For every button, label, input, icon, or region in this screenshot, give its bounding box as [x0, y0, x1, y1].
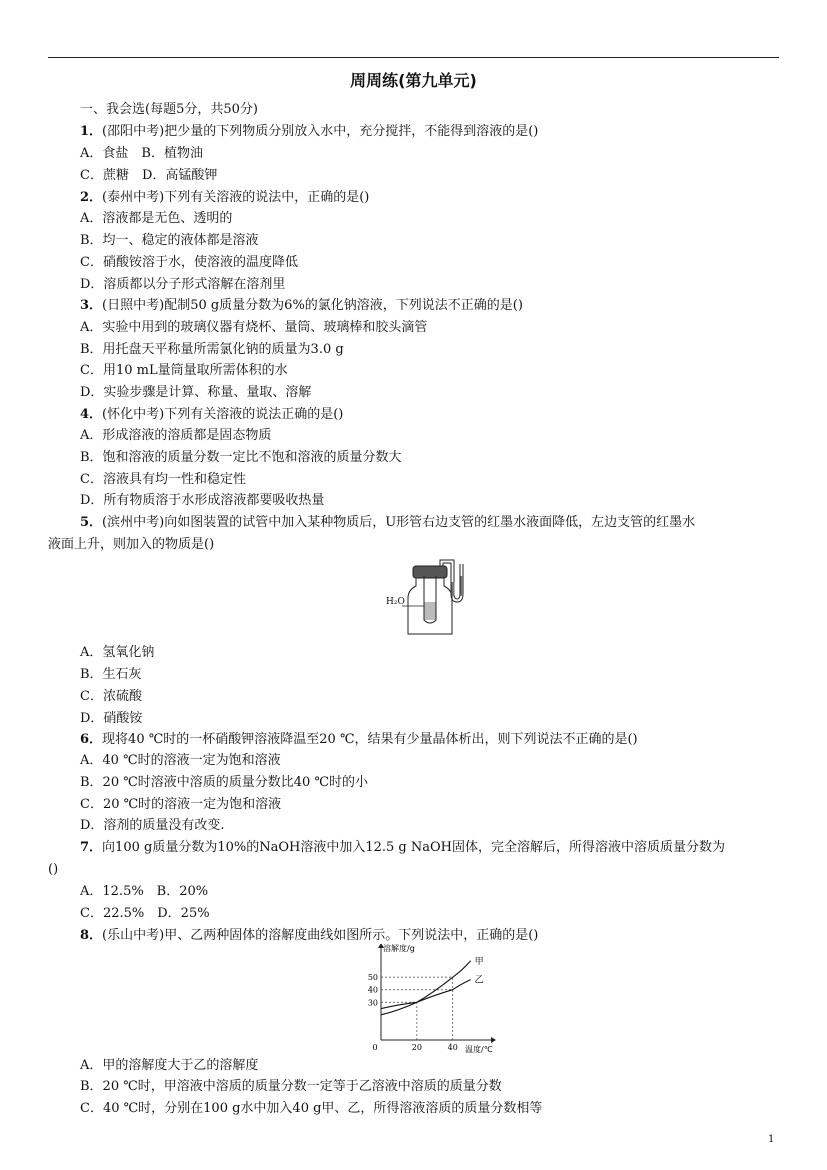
question-stem: (乐山中考)甲、乙两种固体的溶解度曲线如图所示。下列说法中，正确的是()	[102, 928, 539, 943]
option-a: A．实验中用到的玻璃仪器有烧杯、量筒、玻璃棒和胶头滴管	[80, 320, 428, 335]
question-stem: (滨州中考)向如图装置的试管中加入某种物质后，U形管右边支管的红墨水液面降低，左边支管的红墨水	[102, 515, 696, 530]
question-number: 7．	[80, 840, 103, 855]
question-stem: (日照中考)配制50 g质量分数为6%的氯化钠溶液，下列说法不正确的是()	[102, 298, 523, 313]
option-line: C．22.5% D．25%	[80, 906, 210, 921]
question-7	[80, 838, 725, 858]
question-stem: 现将40 ℃时的一杯硝酸钾溶液降温至20 ℃，结果有少量晶体析出，则下列说法不正确的是()	[102, 732, 638, 747]
question-3	[80, 296, 523, 316]
y-tick-label: 50	[367, 973, 378, 983]
series-label: 乙	[474, 975, 484, 986]
option-c: C．20 ℃时的溶液一定为饱和溶液	[80, 797, 282, 812]
question-stem: 向100 g质量分数为10%的NaOH溶液中加入12.5 g NaOH固体，完全溶解后，所得溶液中溶质质量分数为	[102, 840, 725, 855]
option-b: B．20 ℃时，甲溶液中溶质的质量分数一定等于乙溶液中溶质的质量分数	[80, 1079, 502, 1094]
option-b: B．用托盘天平称量所需氯化钠的质量为3.0 g	[80, 342, 344, 357]
option-d: D．溶质都以分子形式溶解在溶剂里	[80, 277, 286, 292]
option-d: D．实验步骤是计算、称量、量取、溶解	[80, 385, 312, 400]
option-d: D．硝酸铵	[80, 711, 143, 726]
question-stem-continued: ()	[48, 862, 59, 877]
option-a: A．形成溶液的溶质都是固态物质	[80, 428, 272, 443]
water-label: H₂O	[386, 597, 405, 607]
question-8	[80, 926, 538, 946]
header-rule	[48, 57, 779, 58]
option-b: B．饱和溶液的质量分数一定比不饱和溶液的质量分数大	[80, 450, 402, 465]
option-c: C．溶液具有均一性和稳定性	[80, 472, 246, 487]
option-b: B．均一、稳定的液体都是溶液	[80, 233, 259, 248]
x-tick-label: 0	[372, 1043, 378, 1052]
question-6	[80, 730, 638, 750]
series-label: 甲	[474, 956, 484, 967]
question-number: 4．	[80, 407, 103, 422]
question-number: 3．	[80, 298, 103, 313]
question-1	[80, 122, 538, 142]
option-b: B．20 ℃时溶液中溶质的质量分数比40 ℃时的小	[80, 775, 368, 790]
option-d: D．溶剂的质量没有改变.	[80, 818, 225, 833]
x-tick-label: 20	[411, 1043, 422, 1052]
option-b: B．生石灰	[80, 667, 142, 682]
question-stem-continued: 液面上升，则加入的物质是()	[48, 537, 215, 552]
y-axis-label: 溶解度/g	[383, 944, 415, 953]
x-axis-arrow	[491, 1037, 496, 1043]
option-c: C．用10 mL量筒量取所需体积的水	[80, 363, 288, 378]
question-stem: (邵阳中考)把少量的下列物质分别放入水中，充分搅拌，不能得到溶液的是()	[102, 124, 539, 139]
option-c: C．40 ℃时，分别在100 g水中加入40 g甲、乙，所得溶液溶质的质量分数相等	[80, 1101, 543, 1116]
option-a: A．40 ℃时的溶液一定为饱和溶液	[80, 753, 281, 768]
page-title: 周周练(第九单元)	[350, 71, 477, 90]
page-number: 1	[768, 1134, 775, 1145]
question-4	[80, 405, 343, 425]
option-c: C．硝酸铵溶于水，使溶液的温度降低	[80, 255, 298, 270]
x-tick-label: 40	[447, 1043, 458, 1052]
solubility-chart	[355, 944, 505, 1056]
option-c: C．浓硫酸	[80, 689, 142, 704]
question-number: 6．	[80, 732, 103, 747]
series-line-jia	[381, 961, 471, 1015]
y-tick-label: 30	[367, 998, 378, 1008]
x-axis-label: 温度/℃	[465, 1045, 493, 1054]
question-5	[80, 513, 695, 533]
series-line-yi	[381, 980, 471, 1009]
option-line: A．12.5% B．20%	[80, 884, 209, 899]
question-number: 2．	[80, 190, 103, 205]
question-2	[80, 188, 369, 208]
question-number: 8．	[80, 928, 103, 943]
y-tick-label: 40	[367, 985, 378, 995]
stopper	[413, 566, 447, 578]
section-heading: 一、我会选(每题5分，共50分)	[80, 102, 258, 117]
question-number: 5．	[80, 515, 103, 530]
option-a: A．氢氧化钠	[80, 645, 155, 660]
option-d: D．所有物质溶于水形成溶液都要吸收热量	[80, 493, 325, 508]
option-line: A．食盐 B．植物油	[80, 146, 203, 161]
question-stem: (怀化中考)下列有关溶液的说法正确的是()	[102, 407, 344, 422]
option-a: A．甲的溶解度大于乙的溶解度	[80, 1058, 259, 1073]
question-number: 1．	[80, 124, 103, 139]
option-line: C．蔗糖 D．高锰酸钾	[80, 168, 218, 183]
question-stem: (泰州中考)下列有关溶液的说法中，正确的是()	[102, 190, 370, 205]
option-a: A．溶液都是无色、透明的	[80, 211, 233, 226]
